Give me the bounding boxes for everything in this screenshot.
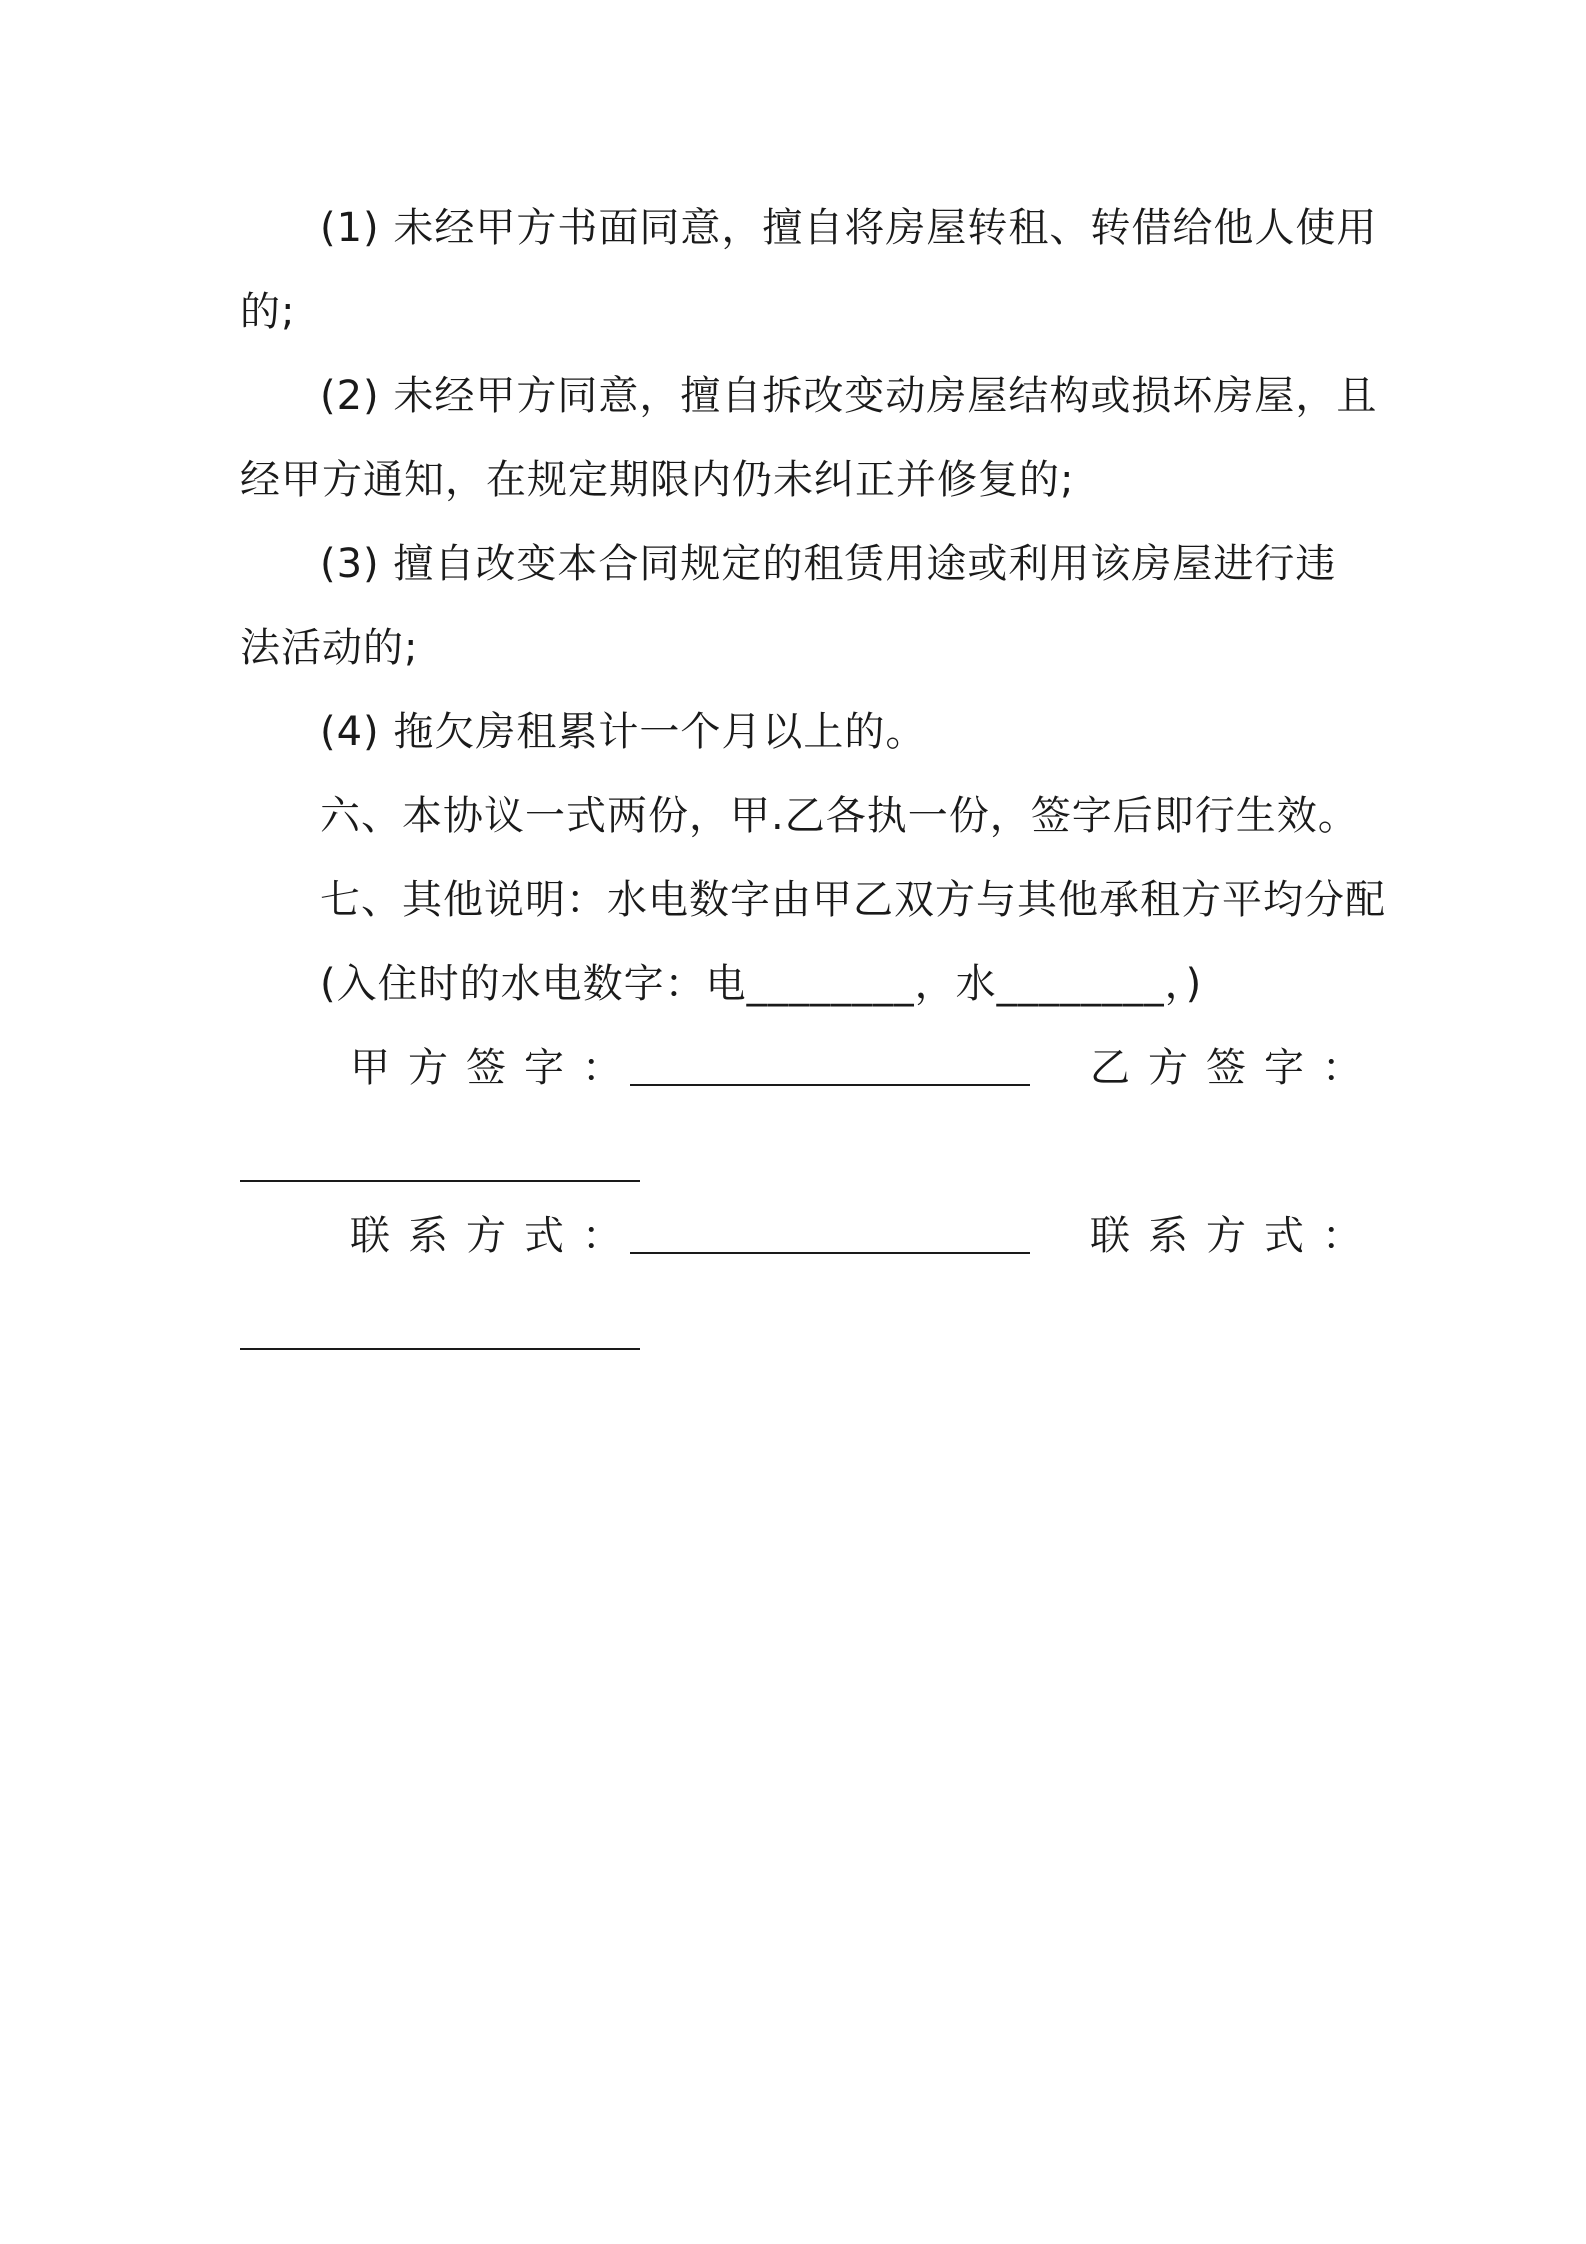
clause-3-line-1: (3) 擅自改变本合同规定的租赁用途或利用该房屋进行违 [320,541,1337,587]
party-b-contact-blank [240,1348,640,1350]
party-b-signature-label: 乙方签字： [1090,1045,1380,1091]
clause-1-line-1: (1) 未经甲方书面同意，擅自将房屋转租、转借给他人使用 [320,205,1378,251]
party-a-signature-label: 甲方签字： [350,1045,640,1091]
clause-2-line-2: 经甲方通知，在规定期限内仍未纠正并修复的; [240,457,1075,503]
meter-readings-line: (入住时的水电数字：电________，水________，) [320,961,1203,1007]
section-6: 六、本协议一式两份，甲.乙各执一份，签字后即行生效。 [320,793,1359,839]
section-7: 七、其他说明：水电数字由甲乙双方与其他承租方平均分配 [320,877,1386,923]
contact-row [240,1208,1380,1264]
party-a-contact-blank [630,1252,1030,1254]
signature-row [240,1040,1380,1096]
clause-3-line-2: 法活动的; [240,625,419,671]
clause-2-line-1: (2) 未经甲方同意，擅自拆改变动房屋结构或损坏房屋，且 [320,373,1378,419]
party-b-signature-blank [240,1180,640,1182]
party-a-signature-blank [630,1084,1030,1086]
party-b-contact-label: 联系方式： [1090,1213,1380,1259]
clause-4-line-1: (4) 拖欠房租累计一个月以上的。 [320,709,927,755]
party-a-contact-label: 联系方式： [350,1213,640,1259]
clause-1-line-2: 的; [240,289,296,335]
